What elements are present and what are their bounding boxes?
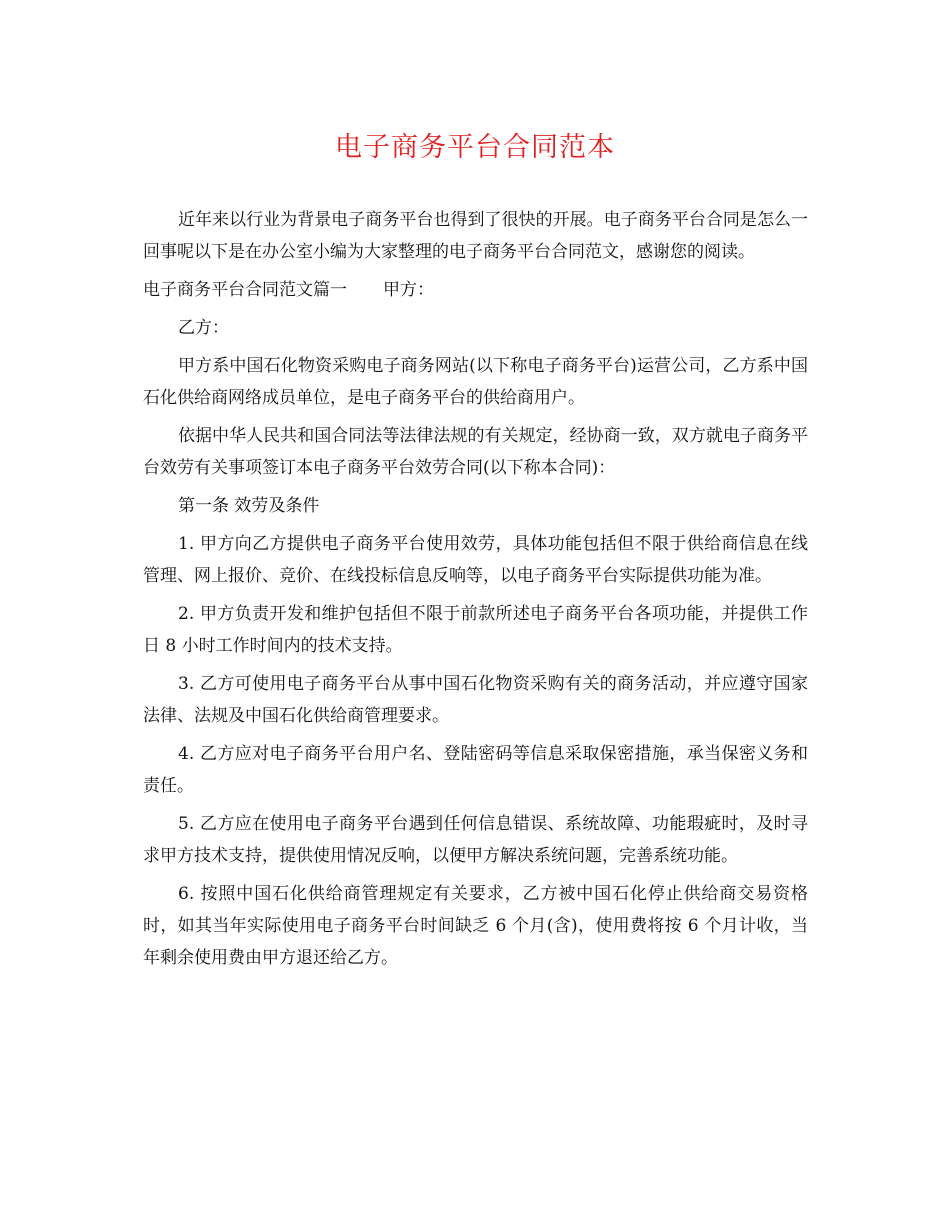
party-b-label: 乙方：	[178, 318, 229, 338]
clause-6: 6. 按照中国石化供给商管理规定有关要求，乙方被中国石化停止供给商交易资格时，如其当年实际使用电子商务平台时间缺乏 6 个月(含)，使用费将按 6 个月计收，当年剩余使用费由甲方退还给乙方。	[143, 884, 808, 968]
basis-paragraph: 依据中华人民共和国合同法等法律法规的有关规定，经协商一致，双方就电子商务平台效劳有关事项签订本电子商务平台效劳合同(以下称本合同)：	[143, 426, 808, 478]
article-heading: 第一条 效劳及条件	[178, 496, 320, 516]
clause-1: 1. 甲方向乙方提供电子商务平台使用效劳，具体功能包括但不限于供给商信息在线管理、网上报价、竞价、在线投标信息反响等，以电子商务平台实际提供功能为准。	[143, 534, 808, 586]
intro-paragraph: 近年来以行业为背景电子商务平台也得到了很快的开展。电子商务平台合同是怎么一回事呢以下是在办公室小编为大家整理的电子商务平台合同范文，感谢您的阅读。	[143, 210, 808, 262]
clause-5: 5. 乙方应在使用电子商务平台遇到任何信息错误、系统故障、功能瑕疵时，及时寻求甲方技术支持，提供使用情况反响，以便甲方解决系统问题，完善系统功能。	[143, 814, 808, 866]
clause-3: 3. 乙方可使用电子商务平台从事中国石化物资采购有关的商务活动，并应遵守国家法律、法规及中国石化供给商管理要求。	[143, 674, 808, 726]
party-description-paragraph: 甲方系中国石化物资采购电子商务网站(以下称电子商务平台)运营公司，乙方系中国石化供给商网络成员单位，是电子商务平台的供给商用户。	[143, 356, 808, 408]
section-heading: 电子商务平台合同范文篇一	[143, 280, 347, 300]
document-body	[143, 204, 808, 980]
clause-4: 4. 乙方应对电子商务平台用户名、登陆密码等信息采取保密措施，承当保密义务和责任。	[143, 744, 808, 796]
section-heading-line	[143, 274, 808, 306]
clause-2: 2. 甲方负责开发和维护包括但不限于前款所述电子商务平台各项功能，并提供工作日 8 小时工作时间内的技术支持。	[143, 604, 808, 656]
document-title: 电子商务平台合同范本	[335, 132, 615, 163]
party-a-label: 甲方：	[383, 280, 434, 300]
